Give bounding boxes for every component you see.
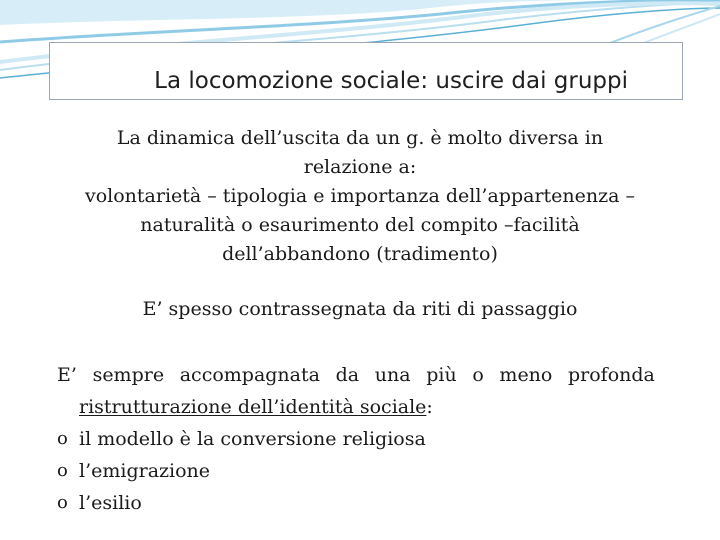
intro-line: La dinamica dell’uscita da un g. è molto diversa in xyxy=(116,127,604,149)
bullet-text: l’esilio xyxy=(79,492,142,514)
bullet-marker: o xyxy=(57,492,68,513)
intro-line: naturalità o esaurimento del compito –facilità xyxy=(140,214,580,236)
bullet-marker: o xyxy=(57,460,68,481)
intro-line: dell’abbandono (tradimento) xyxy=(222,243,498,265)
identity-word: profonda xyxy=(568,364,655,386)
identity-word: più xyxy=(426,364,457,386)
identity-word: o xyxy=(472,364,484,386)
bullet-marker: o xyxy=(57,428,68,449)
bullet-text: l’emigrazione xyxy=(79,460,211,482)
intro-line: relazione a: xyxy=(303,156,417,178)
identity-line-1 xyxy=(57,359,655,391)
bullet-item xyxy=(57,487,655,519)
identity-word: da xyxy=(335,364,360,386)
identity-word: accompagnata xyxy=(179,364,320,386)
identity-paragraph xyxy=(57,359,655,519)
bullet-item xyxy=(57,423,655,455)
underlined-phrase: ristrutturazione dell’identità sociale xyxy=(79,396,427,418)
title-box xyxy=(49,42,683,100)
rites-paragraph: E’ spesso contrassegnata da riti di passaggio xyxy=(142,298,578,320)
bullet-text: il modello è la conversione religiosa xyxy=(79,428,426,450)
identity-word: una xyxy=(374,364,411,386)
slide-title: La locomozione sociale: uscire dai gruppi xyxy=(154,68,628,94)
intro-line: volontarietà – tipologia e importanza dell’appartenenza – xyxy=(84,185,636,207)
identity-word: meno xyxy=(499,364,553,386)
colon: : xyxy=(426,396,433,418)
identity-line-2 xyxy=(57,391,655,423)
intro-paragraph xyxy=(40,124,680,269)
bullet-item xyxy=(57,455,655,487)
identity-word: sempre xyxy=(92,364,165,386)
identity-word: E’ xyxy=(57,364,77,386)
